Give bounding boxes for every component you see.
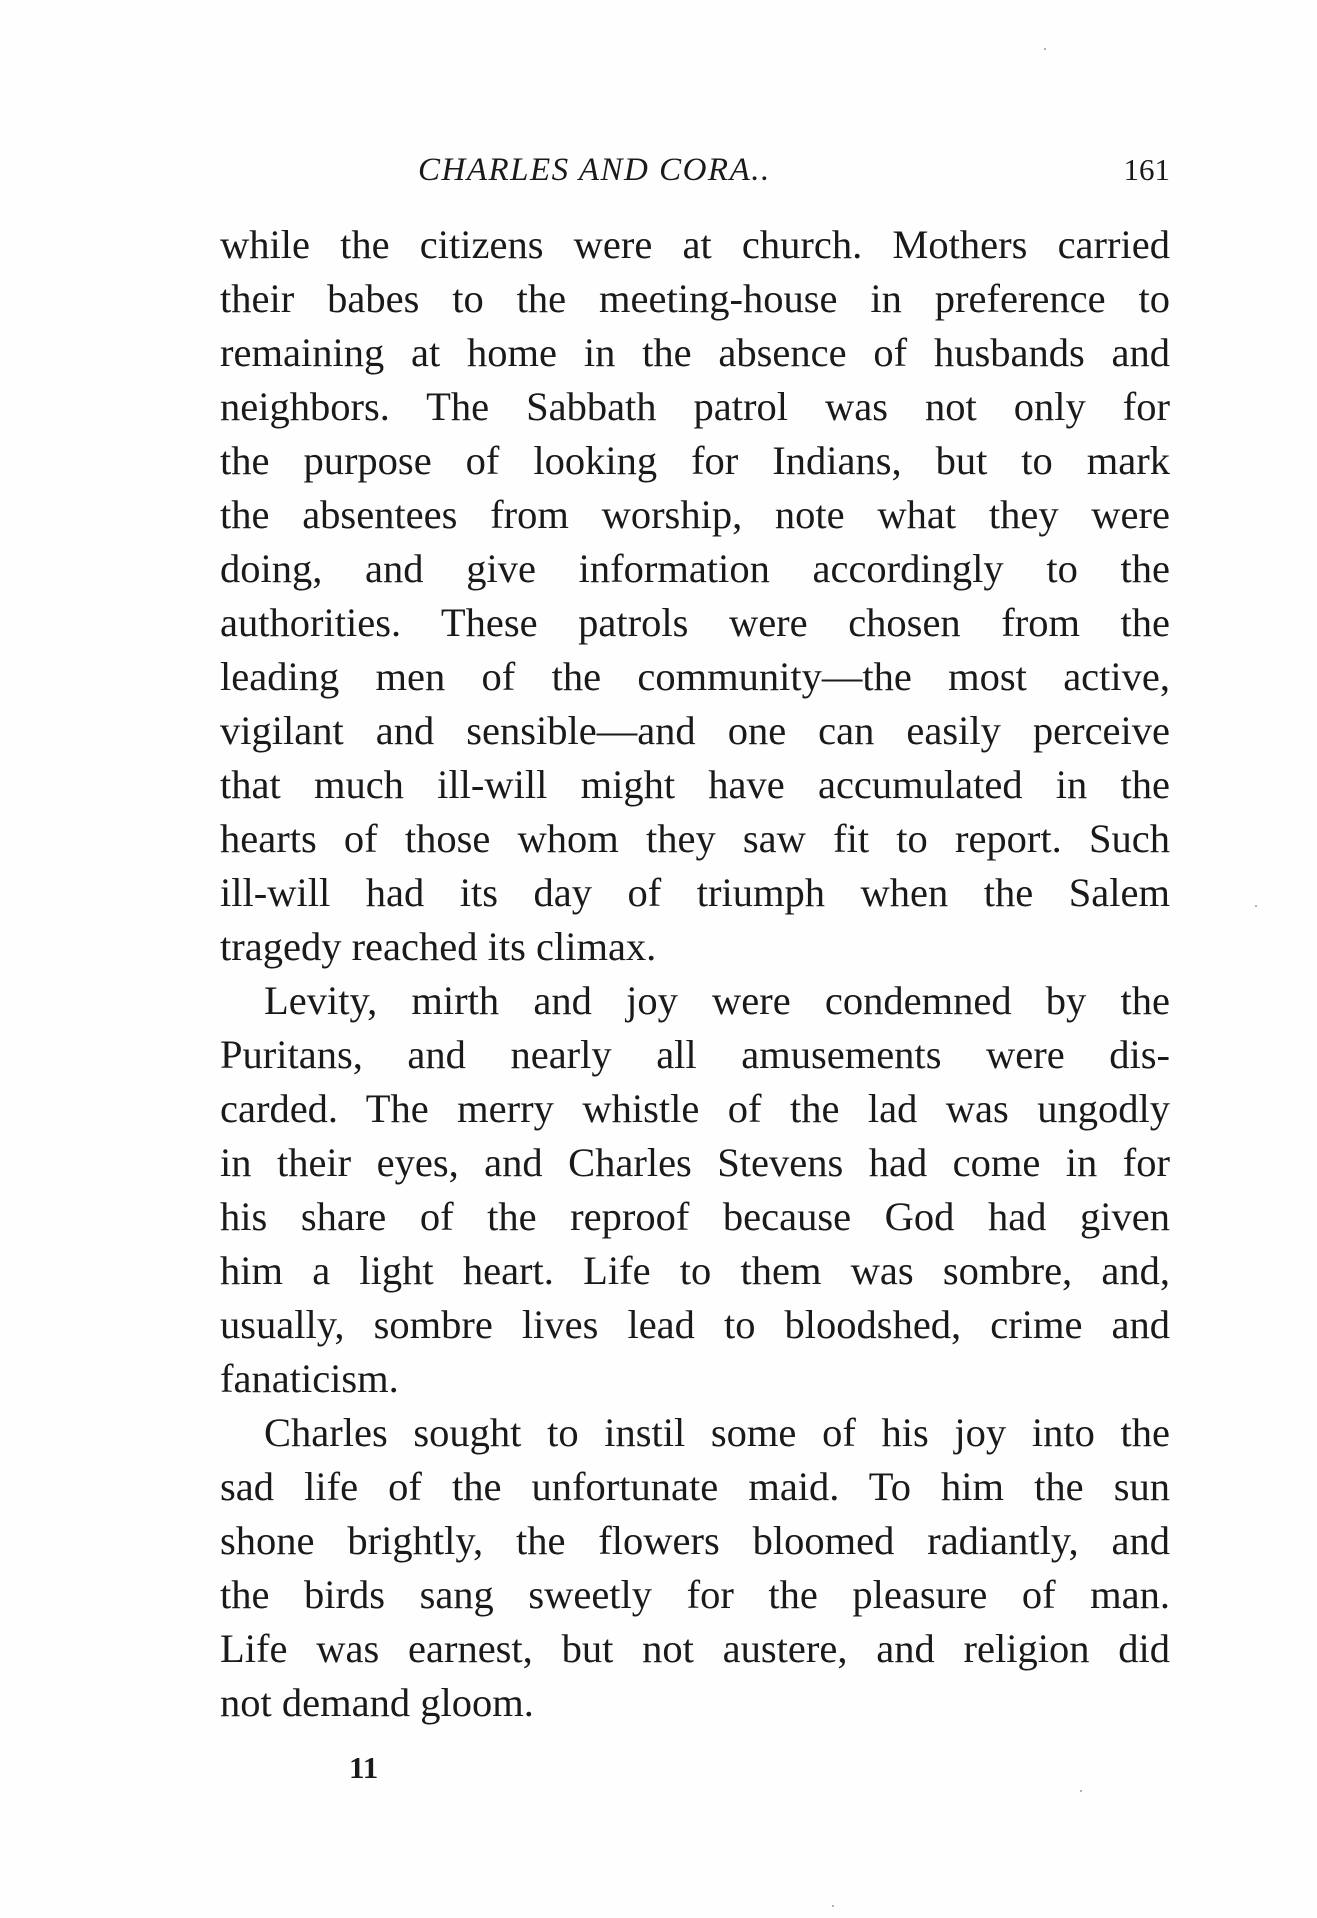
- body-text: [220, 218, 1170, 1730]
- text-line: shone brightly, the flowers bloomed radiantly, and: [220, 1518, 1170, 1563]
- text-line: fanaticism.: [220, 1356, 399, 1401]
- text-line: tragedy reached its climax.: [220, 924, 657, 969]
- text-line: the absentees from worship, note what they were: [220, 492, 1170, 537]
- text-line: vigilant and sensible—and one can easily perceive: [220, 708, 1170, 753]
- text-line: him a light heart. Life to them was sombre, and,: [220, 1248, 1170, 1293]
- text-line: while the citizens were at church. Mothers carried: [220, 222, 1170, 267]
- page-header: [220, 152, 1170, 192]
- text-line: Charles sought to instil some of his joy into the: [264, 1410, 1170, 1455]
- text-line: sad life of the unfortunate maid. To him the sun: [220, 1464, 1170, 1509]
- text-line: neighbors. The Sabbath patrol was not only for: [220, 384, 1170, 429]
- text-line: not demand gloom.: [220, 1680, 534, 1725]
- text-line: authorities. These patrols were chosen from the: [220, 600, 1170, 645]
- text-line: Levity, mirth and joy were condemned by the: [264, 978, 1170, 1023]
- text-line: doing, and give information accordingly to the: [220, 546, 1170, 591]
- text-line: in their eyes, and Charles Stevens had come in for: [220, 1140, 1170, 1185]
- paper-speck: [832, 1905, 834, 1907]
- text-line: Puritans, and nearly all amusements were dis-: [220, 1032, 1170, 1077]
- paper-speck: [1255, 905, 1257, 907]
- text-line: the purpose of looking for Indians, but to mark: [220, 438, 1170, 483]
- text-line: carded. The merry whistle of the lad was ungodly: [220, 1086, 1170, 1131]
- text-line: leading men of the community—the most active,: [220, 654, 1170, 699]
- text-line: ill-will had its day of triumph when the Salem: [220, 870, 1170, 915]
- text-line: remaining at home in the absence of husbands and: [220, 330, 1170, 375]
- text-line: his share of the reproof because God had given: [220, 1194, 1170, 1239]
- signature-mark: 11: [349, 1750, 379, 1785]
- text-line: the birds sang sweetly for the pleasure of man.: [220, 1572, 1170, 1617]
- text-line: usually, sombre lives lead to bloodshed, crime and: [220, 1302, 1170, 1347]
- text-line: Life was earnest, but not austere, and religion did: [220, 1626, 1170, 1671]
- text-line: that much ill-will might have accumulated in the: [220, 762, 1170, 807]
- page-number: 161: [1123, 152, 1170, 187]
- text-line: their babes to the meeting-house in preference to: [220, 276, 1170, 321]
- text-line: hearts of those whom they saw fit to report. Such: [220, 816, 1170, 861]
- paper-speck: [1080, 1790, 1082, 1792]
- running-title: CHARLES AND CORA..: [418, 152, 771, 188]
- paper-speck: [1044, 48, 1046, 50]
